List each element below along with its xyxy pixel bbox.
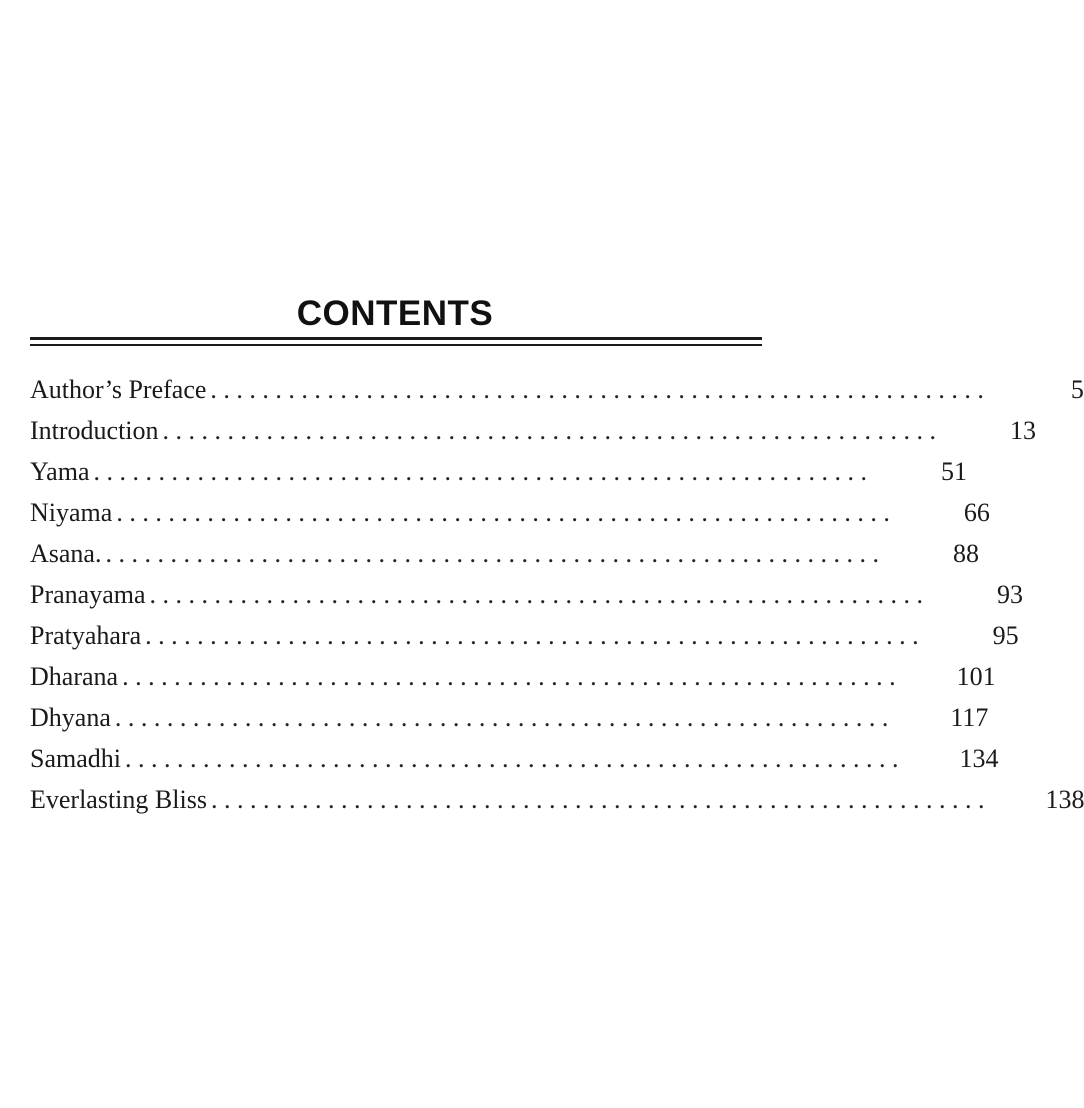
dot-leader: . . . . . . . . . . . . . . . . . . . . . . . . . . . . . . . . . . . . . . . . . . . . . . . . . . . . . . . . . . . .	[125, 744, 899, 773]
table-of-contents	[30, 369, 1084, 820]
toc-entry	[30, 451, 967, 492]
toc-entry-page: 101	[956, 662, 996, 691]
toc-entry-page: 138	[1045, 785, 1084, 814]
dot-leader: . . . . . . . . . . . . . . . . . . . . . . . . . . . . . . . . . . . . . . . . . . . . . . . . . . . . . . . . . . . .	[114, 703, 889, 732]
toc-entry-page: 13	[1010, 416, 1037, 445]
toc-entry	[30, 615, 1019, 656]
toc-entry-title: Pranayama	[30, 580, 146, 609]
toc-entry	[30, 533, 979, 574]
toc-entry-page: 88	[952, 539, 979, 568]
dot-leader: . . . . . . . . . . . . . . . . . . . . . . . . . . . . . . . . . . . . . . . . . . . . . . . . . . . . . . . . . . . .	[149, 580, 924, 609]
toc-entry-title: Dharana	[30, 662, 119, 691]
toc-entry-title: Samadhi	[30, 744, 121, 773]
dot-leader: . . . . . . . . . . . . . . . . . . . . . . . . . . . . . . . . . . . . . . . . . . . . . . . . . . . . . . . . . . . .	[105, 539, 879, 568]
toc-entry-page: 93	[997, 580, 1024, 609]
toc-entry-page: 117	[950, 703, 989, 732]
toc-entry-title: Yama	[30, 457, 90, 486]
toc-entry-title: Pratyahara	[30, 621, 142, 650]
contents-heading: CONTENTS	[296, 294, 494, 333]
toc-entry	[30, 410, 1037, 451]
dot-leader: . . . . . . . . . . . . . . . . . . . . . . . . . . . . . . . . . . . . . . . . . . . . . . . . . . . . . . . . . . . .	[93, 457, 867, 486]
toc-entry-page: 51	[940, 457, 967, 486]
toc-entry	[30, 369, 1084, 410]
toc-entry-title: Niyama	[30, 498, 113, 527]
toc-entry	[30, 779, 1084, 820]
toc-entry-page: 66	[963, 498, 990, 527]
toc-entry	[30, 697, 989, 738]
dot-leader: . . . . . . . . . . . . . . . . . . . . . . . . . . . . . . . . . . . . . . . . . . . . . . . . . . . . . . . . . . . .	[210, 375, 984, 404]
toc-entry-title: Everlasting Bliss	[30, 785, 207, 814]
toc-entry-title: Introduction	[30, 416, 159, 445]
toc-entry-title: Asana.	[30, 539, 102, 568]
dot-leader: . . . . . . . . . . . . . . . . . . . . . . . . . . . . . . . . . . . . . . . . . . . . . . . . . . . . . . . . . . . .	[210, 785, 985, 814]
toc-entry-page: 95	[992, 621, 1019, 650]
dot-leader: . . . . . . . . . . . . . . . . . . . . . . . . . . . . . . . . . . . . . . . . . . . . . . . . . . . . . . . . . . . .	[162, 416, 937, 445]
heading-double-rule	[30, 337, 762, 346]
toc-entry-title: Dhyana	[30, 703, 111, 732]
dot-leader: . . . . . . . . . . . . . . . . . . . . . . . . . . . . . . . . . . . . . . . . . . . . . . . . . . . . . . . . . . . .	[122, 662, 896, 691]
toc-entry-title: Author’s Preface	[30, 375, 207, 404]
toc-entry	[30, 492, 990, 533]
dot-leader: . . . . . . . . . . . . . . . . . . . . . . . . . . . . . . . . . . . . . . . . . . . . . . . . . . . . . . . . . . . .	[145, 621, 919, 650]
toc-entry	[30, 574, 1024, 615]
toc-entry	[30, 656, 996, 697]
toc-entry-page: 5	[1070, 375, 1084, 404]
toc-entry-page: 134	[959, 744, 999, 773]
dot-leader: . . . . . . . . . . . . . . . . . . . . . . . . . . . . . . . . . . . . . . . . . . . . . . . . . . . . . . . . . . . .	[116, 498, 890, 527]
toc-entry	[30, 738, 999, 779]
